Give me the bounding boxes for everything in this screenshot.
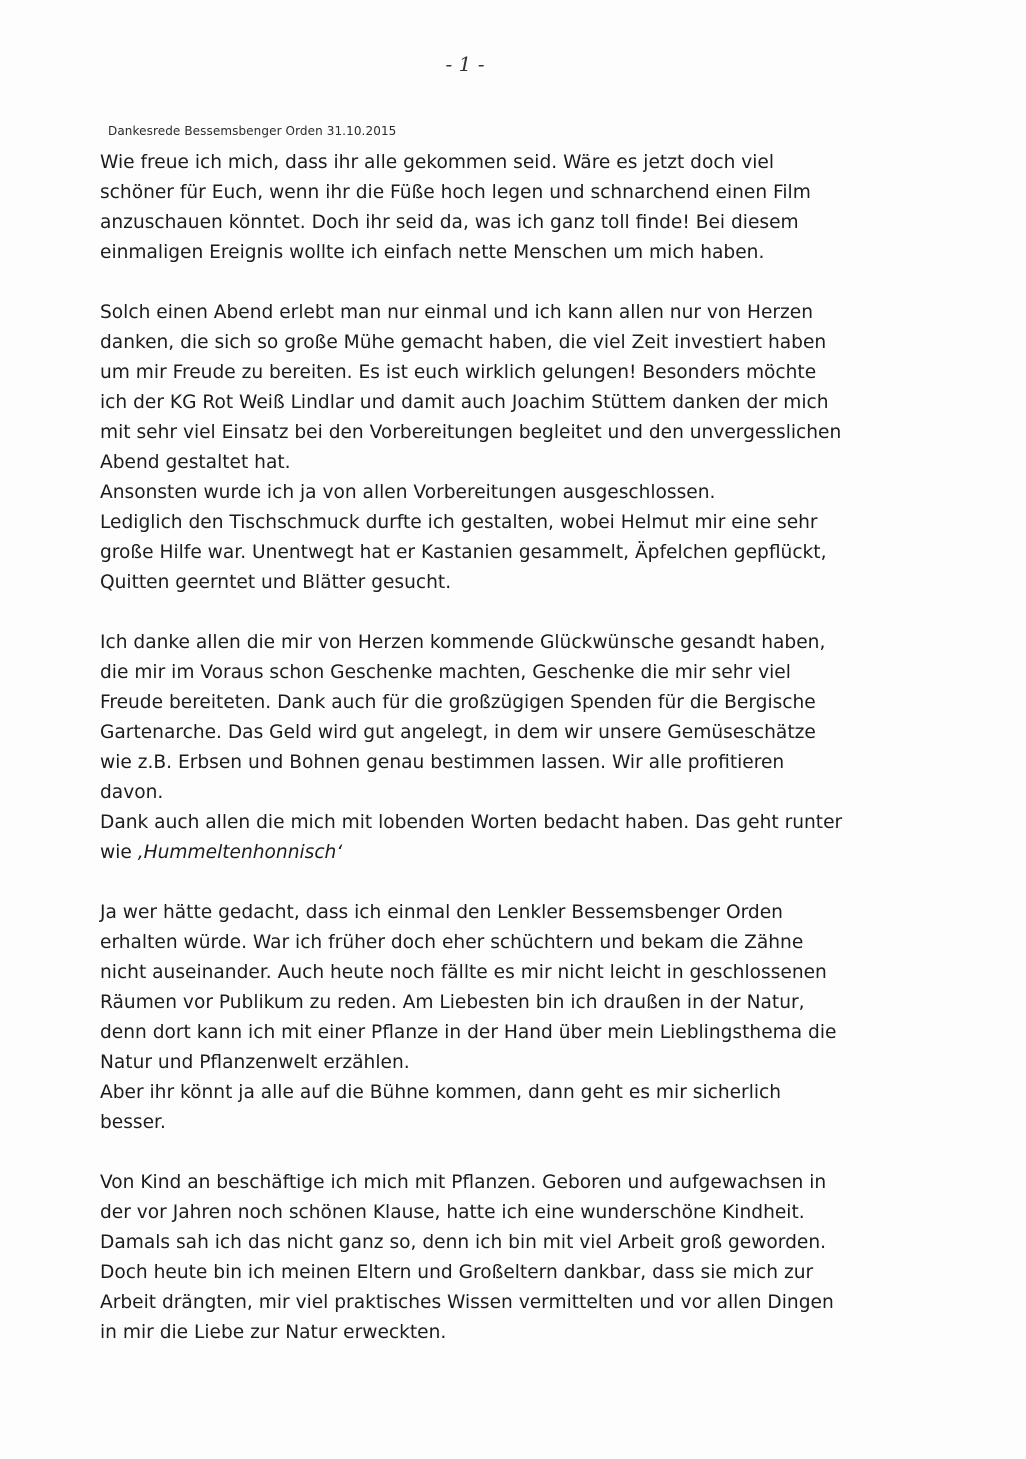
text-line: Damals sah ich das nicht ganz so, denn ich bin mit viel Arbeit groß geworden. <box>100 1232 827 1253</box>
text-line: davon. <box>100 782 164 803</box>
document-body <box>100 148 900 1348</box>
text-line: besser. <box>100 1112 166 1133</box>
text-line: erhalten würde. War ich früher doch eher schüchtern und bekam die Zähne <box>100 932 804 953</box>
text-line: die mir im Voraus schon Geschenke machten, Geschenke die mir sehr viel <box>100 662 791 683</box>
text-line-prefix: wie <box>100 842 138 863</box>
text-line: der vor Jahren noch schönen Klause, hatte ich eine wunderschöne Kindheit. <box>100 1202 805 1223</box>
paragraph <box>100 298 900 598</box>
text-line: mit sehr viel Einsatz bei den Vorbereitungen begleitet und den unvergesslichen <box>100 422 842 443</box>
text-line: Abend gestaltet hat. <box>100 452 291 473</box>
text-line: Ja wer hätte gedacht, dass ich einmal den Lenkler Bessemsbenger Orden <box>100 902 783 923</box>
text-line: schöner für Euch, wenn ihr die Füße hoch legen und schnarchend einen Film <box>100 182 811 203</box>
text-line: ich der KG Rot Weiß Lindlar und damit auch Joachim Stüttem danken der mich <box>100 392 829 413</box>
paragraph-spacer <box>100 598 900 628</box>
text-line: Aber ihr könnt ja alle auf die Bühne kommen, dann geht es mir sicherlich <box>100 1082 782 1103</box>
text-line: Quitten geerntet und Blätter gesucht. <box>100 572 452 593</box>
document-heading: Dankesrede Bessemsbenger Orden 31.10.2015 <box>108 124 397 138</box>
text-line: Solch einen Abend erlebt man nur einmal und ich kann allen nur von Herzen <box>100 302 814 323</box>
text-line: um mir Freude zu bereiten. Es ist euch wirklich gelungen! Besonders möchte <box>100 362 817 383</box>
paragraph <box>100 628 900 868</box>
paragraph-spacer <box>100 868 900 898</box>
text-line: nicht auseinander. Auch heute noch fällte es mir nicht leicht in geschlossenen <box>100 962 827 983</box>
text-line: denn dort kann ich mit einer Pflanze in der Hand über mein Lieblingsthema die <box>100 1022 837 1043</box>
text-line: anzuschauen könntet. Doch ihr seid da, was ich ganz toll finde! Bei diesem <box>100 212 799 233</box>
text-line: große Hilfe war. Unentwegt hat er Kastanien gesammelt, Äpfelchen gepflückt, <box>100 542 827 563</box>
paragraph <box>100 1168 900 1348</box>
text-line: Doch heute bin ich meinen Eltern und Großeltern dankbar, dass sie mich zur <box>100 1262 814 1283</box>
paragraph <box>100 148 900 268</box>
text-line: Freude bereiteten. Dank auch für die großzügigen Spenden für die Bergische <box>100 692 816 713</box>
text-line: Dank auch allen die mich mit lobenden Worten bedacht haben. Das geht runter <box>100 812 843 833</box>
text-line: einmaligen Ereignis wollte ich einfach nette Menschen um mich haben. <box>100 242 765 263</box>
text-line: Natur und Pflanzenwelt erzählen. <box>100 1052 410 1073</box>
text-line: Lediglich den Tischschmuck durfte ich gestalten, wobei Helmut mir eine sehr <box>100 512 818 533</box>
text-line: Gartenarche. Das Geld wird gut angelegt, in dem wir unsere Gemüseschätze <box>100 722 816 743</box>
text-line <box>100 838 900 868</box>
text-line: Arbeit drängten, mir viel praktisches Wissen vermittelten und vor allen Dingen <box>100 1292 834 1313</box>
text-line: in mir die Liebe zur Natur erweckten. <box>100 1322 447 1343</box>
text-line: Ich danke allen die mir von Herzen kommende Glückwünsche gesandt haben, <box>100 632 826 653</box>
text-line: Räumen vor Publikum zu reden. Am Liebesten bin ich draußen in der Natur, <box>100 992 805 1013</box>
paragraph <box>100 898 900 1138</box>
text-line: Von Kind an beschäftige ich mich mit Pflanzen. Geboren und aufgewachsen in <box>100 1172 827 1193</box>
page-number: - 1 - <box>445 52 485 76</box>
paragraph-spacer <box>100 1138 900 1168</box>
text-line: danken, die sich so große Mühe gemacht haben, die viel Zeit investiert haben <box>100 332 827 353</box>
emphasized-phrase: ‚Hummeltenhonnisch‘ <box>137 842 343 863</box>
text-line: Ansonsten wurde ich ja von allen Vorbereitungen ausgeschlossen. <box>100 482 716 503</box>
paragraph-spacer <box>100 268 900 298</box>
text-line: wie z.B. Erbsen und Bohnen genau bestimmen lassen. Wir alle profitieren <box>100 752 785 773</box>
text-line: Wie freue ich mich, dass ihr alle gekommen seid. Wäre es jetzt doch viel <box>100 152 775 173</box>
